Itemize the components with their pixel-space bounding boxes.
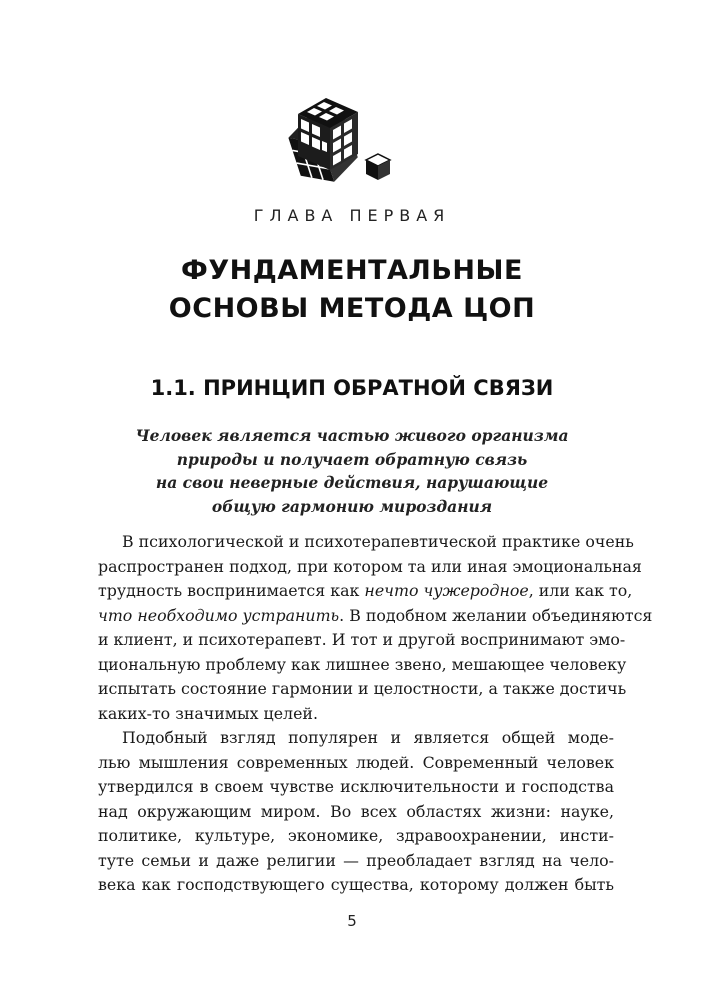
chapter-title	[0, 252, 704, 328]
text-fragment: . В подобном желании объединяются	[339, 605, 653, 625]
epigraph	[0, 424, 704, 518]
text-line: циональную проблему как лишнее звено, мешающее человеку	[98, 654, 627, 674]
text-line: каких-то значимых целей.	[98, 703, 318, 723]
epigraph-line: Человек является частью живого организма	[135, 426, 569, 445]
emphasis-text: что необходимо устранить	[98, 605, 340, 625]
body-text	[98, 530, 653, 898]
text-line: распространен подход, при котором та или иная эмоциональная	[98, 556, 642, 576]
page-number: 5	[347, 912, 357, 930]
text-line: политике, культуре, экономике, здравоохранении, инсти-	[98, 826, 614, 845]
epigraph-line: общую гармонию мироздания	[211, 496, 493, 516]
chapter-label: ГЛАВА ПЕРВАЯ	[253, 206, 451, 225]
rubiks-cube-icon	[272, 88, 402, 196]
paragraph-2	[98, 726, 614, 898]
text-line: века как господствующего существа, которому должен быть	[98, 875, 614, 894]
paragraph-1	[98, 530, 653, 726]
text-line: лью мышления современных людей. Современный человек	[98, 752, 614, 772]
text-fragment: трудность воспринимается как	[98, 581, 365, 600]
section-title: 1.1. ПРИНЦИП ОБРАТНОЙ СВЯЗИ	[150, 376, 554, 400]
epigraph-line: природы и получает обратную связь	[176, 449, 528, 469]
text-fragment: , или как то,	[528, 581, 633, 600]
chapter-title-line: ФУНДАМЕНТАЛЬНЫЕ	[181, 255, 523, 286]
text-line	[98, 579, 633, 604]
text-line: туте семьи и даже религии — преобладает взгляд на чело-	[98, 850, 614, 870]
text-line: над окружающим миром. Во всех областях жизни: науке,	[98, 801, 614, 821]
text-line: утвердился в своем чувстве исключительности и господства	[98, 777, 614, 796]
chapter-title-line: ОСНОВЫ МЕТОДА ЦОП	[168, 293, 536, 324]
text-line	[98, 604, 653, 629]
text-line: Подобный взгляд популярен и является общей моде-	[122, 728, 614, 747]
text-line: испытать состояние гармонии и целостности, а также достичь	[98, 679, 627, 698]
emphasis-text: нечто чужеродное	[364, 581, 529, 600]
epigraph-line: на свои неверные действия, нарушающие	[155, 473, 549, 492]
text-line: и клиент, и психотерапевт. И тот и другой воспринимают эмо-	[98, 630, 626, 649]
text-line: В психологической и психотерапевтической практике очень	[122, 532, 634, 551]
